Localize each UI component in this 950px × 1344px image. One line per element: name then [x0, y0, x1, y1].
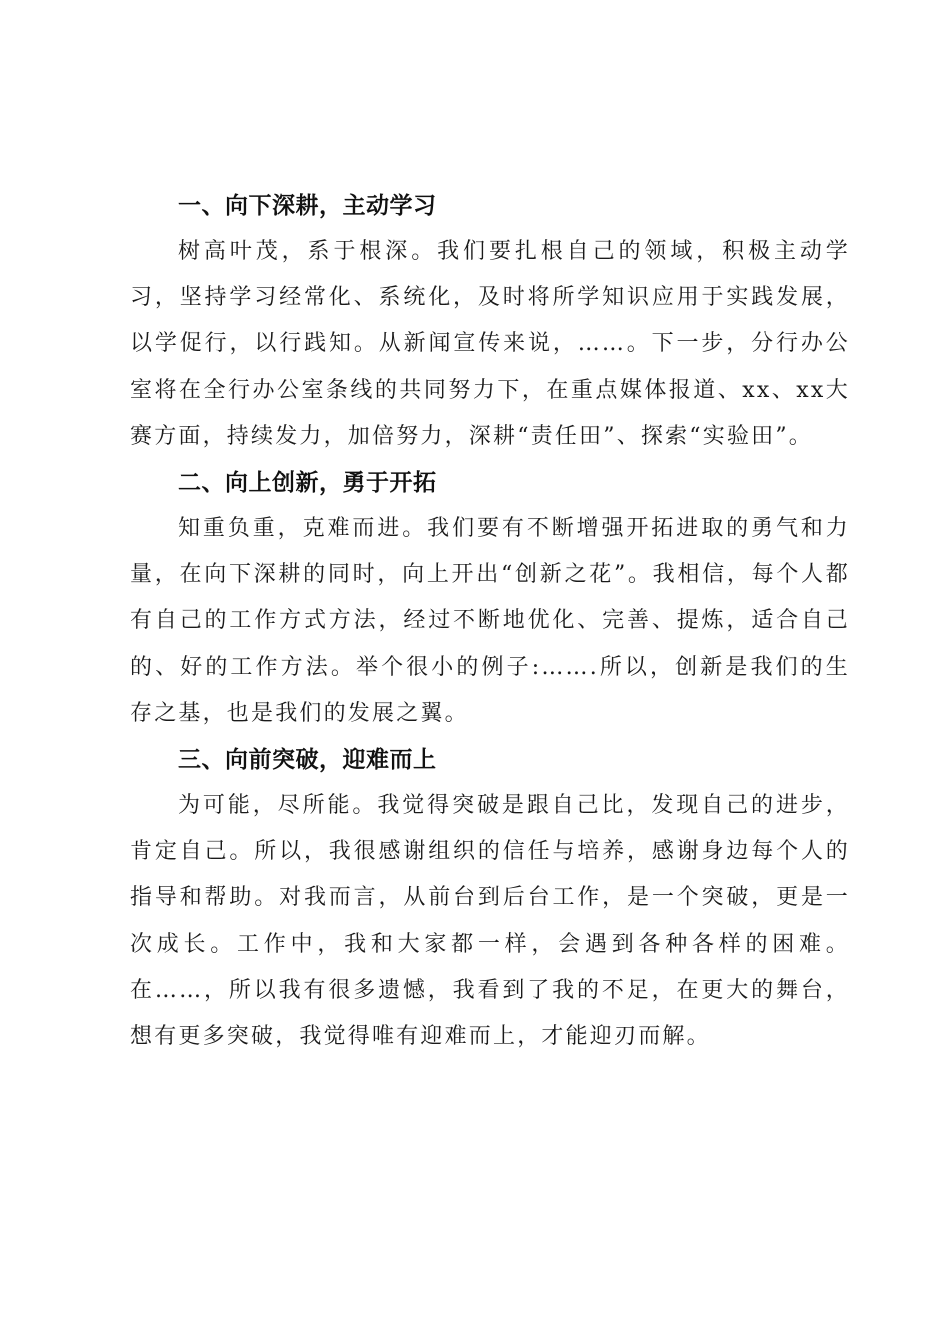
section-heading-3: 三、向前突破，迎难而上	[178, 747, 437, 774]
section-heading-1: 一、向下深耕，主动学习	[178, 193, 437, 219]
section-paragraph-1: 树高叶茂，系于根深。我们要扎根自己的领域，积极主动学习，坚持学习经常化、系统化，及时将所学知识应用于实践发展，以学促行，以行践知。从新闻宣传来说，……。下一步，分行办公室将在全行办公室条线的共同努力下，在重点媒体报道、xx、xx大赛方面，持续发力，加倍努力，深耕“责任田”、探索“实验田”。	[130, 239, 850, 449]
section-paragraph-3: 为可能，尽所能。我觉得突破是跟自己比，发现自己的进步，肯定自己。所以，我很感谢组织的信任与培养，感谢身边每个人的指导和帮助。对我而言，从前台到后台工作，是一个突破，更是一次成长。工作中，我和大家都一样，会遇到各种各样的困难。在……，所以我有很多遗憾，我看到了我的不足，在更大的舞台，想有更多突破，我觉得唯有迎难而上，才能迎刃而解。	[130, 793, 850, 1050]
section-heading-2: 二、向上创新，勇于开拓	[178, 470, 437, 497]
section-paragraph-2: 知重负重，克难而进。我们要有不断增强开拓进取的勇气和力量，在向下深耕的同时，向上开出“创新之花”。我相信，每个人都有自己的工作方式方法，经过不断地优化、完善、提炼，适合自己的、好的工作方法。举个很小的例子:…….所以，创新是我们的生存之基，也是我们的发展之翼。	[130, 516, 850, 726]
document-body	[130, 183, 850, 1060]
